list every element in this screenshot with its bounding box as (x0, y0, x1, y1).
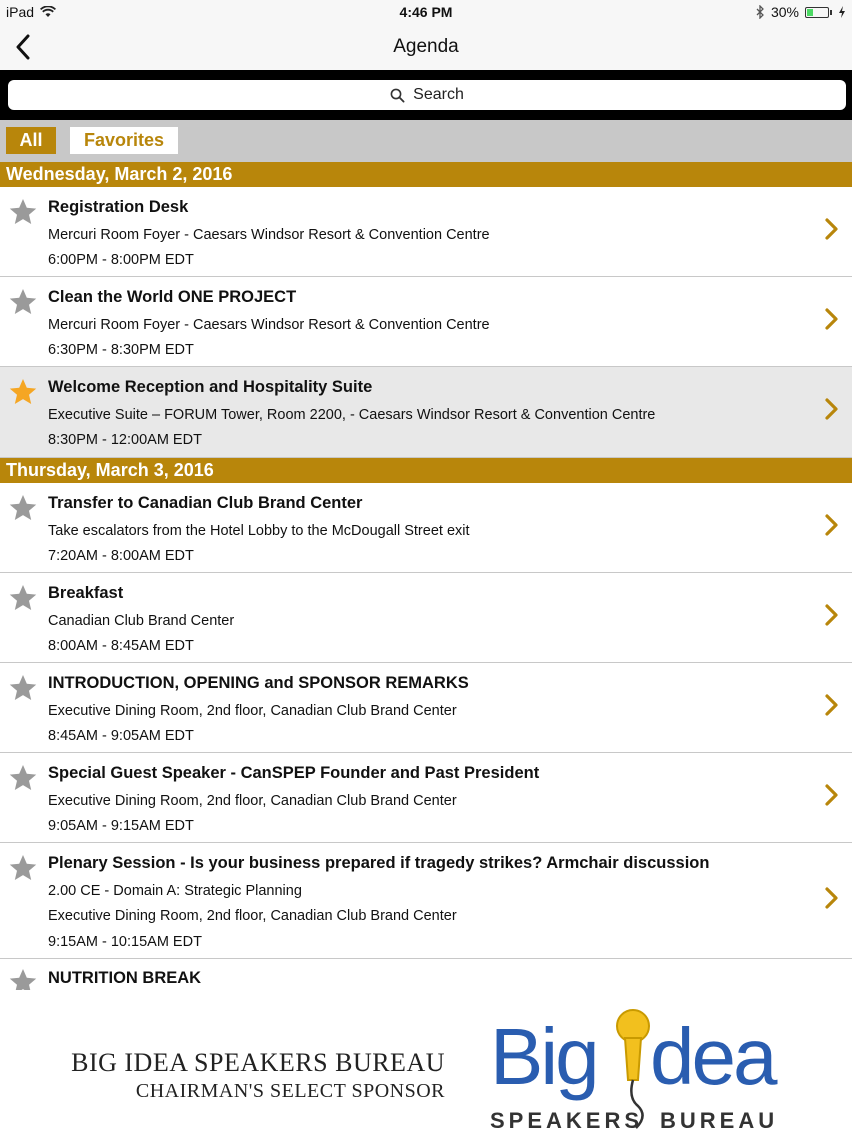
row-time: 8:00AM - 8:45AM EDT (48, 638, 194, 654)
status-bar (0, 0, 852, 24)
agenda-row[interactable] (0, 753, 852, 843)
page-title: Agenda (393, 36, 459, 57)
star-icon[interactable] (8, 673, 38, 703)
row-time: 8:30PM - 12:00AM EDT (48, 432, 202, 448)
sponsor-banner[interactable] (0, 990, 852, 1136)
chevron-right-icon (824, 397, 840, 421)
row-time: 6:00PM - 8:00PM EDT (48, 252, 194, 268)
row-location: Canadian Club Brand Center (48, 613, 235, 629)
chevron-right-icon (824, 783, 840, 807)
battery-percent: 30% (770, 4, 799, 20)
section-header-wednesday: Wednesday, March 2, 2016 (0, 162, 852, 187)
tab-all[interactable]: All (6, 127, 56, 154)
star-filled-icon[interactable] (8, 377, 38, 407)
row-time: 7:20AM - 8:00AM EDT (48, 548, 194, 564)
star-icon[interactable] (8, 763, 38, 793)
row-location: Executive Dining Room, 2nd floor, Canadian Club Brand Center (48, 703, 457, 719)
sponsor-name: BIG IDEA SPEAKERS BUREAU (71, 1048, 445, 1077)
charging-icon (838, 6, 846, 18)
row-location: Take escalators from the Hotel Lobby to the McDougall Street exit (48, 523, 470, 539)
row-title: Registration Desk (48, 198, 189, 216)
nav-bar (0, 24, 852, 70)
row-title: Special Guest Speaker - CanSPEP Founder and Past President (48, 764, 540, 782)
row-location: Executive Dining Room, 2nd floor, Canadian Club Brand Center (48, 793, 457, 809)
device-label: iPad (6, 4, 35, 20)
bluetooth-icon (755, 5, 765, 19)
logo-word-dea: dea (650, 1012, 775, 1101)
logo-word-bureau: BUREAU (660, 1108, 779, 1133)
star-icon[interactable] (8, 583, 38, 613)
sponsor-level: CHAIRMAN'S SELECT SPONSOR (135, 1080, 445, 1102)
tab-favorites[interactable]: Favorites (70, 127, 178, 154)
chevron-right-icon (824, 886, 840, 910)
row-title: Breakfast (48, 584, 124, 602)
search-area (0, 70, 852, 120)
agenda-row-favorite[interactable] (0, 367, 852, 458)
big-idea-logo (488, 998, 788, 1134)
star-icon[interactable] (8, 853, 38, 883)
row-title: Plenary Session - Is your business prepared if tragedy strikes? Armchair discussion (48, 854, 710, 872)
battery-tip (830, 10, 832, 15)
row-location: Mercuri Room Foyer - Caesars Windsor Resort & Convention Centre (48, 227, 490, 243)
agenda-row[interactable] (0, 843, 852, 959)
status-time: 4:46 PM (399, 4, 453, 20)
star-icon[interactable] (8, 493, 38, 523)
agenda-row[interactable] (0, 187, 852, 277)
chevron-right-icon (824, 513, 840, 537)
row-time: 6:30PM - 8:30PM EDT (48, 342, 194, 358)
row-time: 8:45AM - 9:05AM EDT (48, 728, 194, 744)
row-title: INTRODUCTION, OPENING and SPONSOR REMARKS (48, 674, 469, 692)
agenda-row[interactable] (0, 483, 852, 573)
search-placeholder: Search (413, 86, 464, 103)
row-location: Mercuri Room Foyer - Caesars Windsor Resort & Convention Centre (48, 317, 490, 333)
chevron-right-icon (824, 217, 840, 241)
row-title: Transfer to Canadian Club Brand Center (48, 494, 363, 512)
row-title: Clean the World ONE PROJECT (48, 288, 297, 306)
row-location: Executive Suite – FORUM Tower, Room 2200, - Caesars Windsor Resort & Convention Centre (48, 407, 656, 423)
row-title: NUTRITION BREAK (48, 969, 202, 987)
sponsor-text (0, 1048, 445, 1103)
row-time: 9:15AM - 10:15AM EDT (48, 934, 202, 950)
agenda-row[interactable] (0, 663, 852, 753)
battery-icon (805, 7, 829, 18)
chevron-right-icon (824, 307, 840, 331)
row-ce-credit: 2.00 CE - Domain A: Strategic Planning (48, 883, 302, 899)
status-right (755, 4, 846, 20)
row-title: Welcome Reception and Hospitality Suite (48, 378, 373, 396)
chevron-right-icon (824, 603, 840, 627)
section-header-thursday: Thursday, March 3, 2016 (0, 458, 852, 483)
agenda-row[interactable] (0, 573, 852, 663)
star-icon[interactable] (8, 287, 38, 317)
logo-word-speakers: SPEAKERS (490, 1108, 644, 1133)
row-time: 9:05AM - 9:15AM EDT (48, 818, 194, 834)
row-location: Executive Dining Room, 2nd floor, Canadian Club Brand Center (48, 908, 457, 924)
search-icon (390, 88, 405, 103)
search-input[interactable] (8, 80, 846, 110)
agenda-row[interactable] (0, 277, 852, 367)
chevron-right-icon (824, 693, 840, 717)
filter-bar (0, 120, 852, 162)
logo-word-big: Big (490, 1012, 597, 1101)
star-icon[interactable] (8, 197, 38, 227)
